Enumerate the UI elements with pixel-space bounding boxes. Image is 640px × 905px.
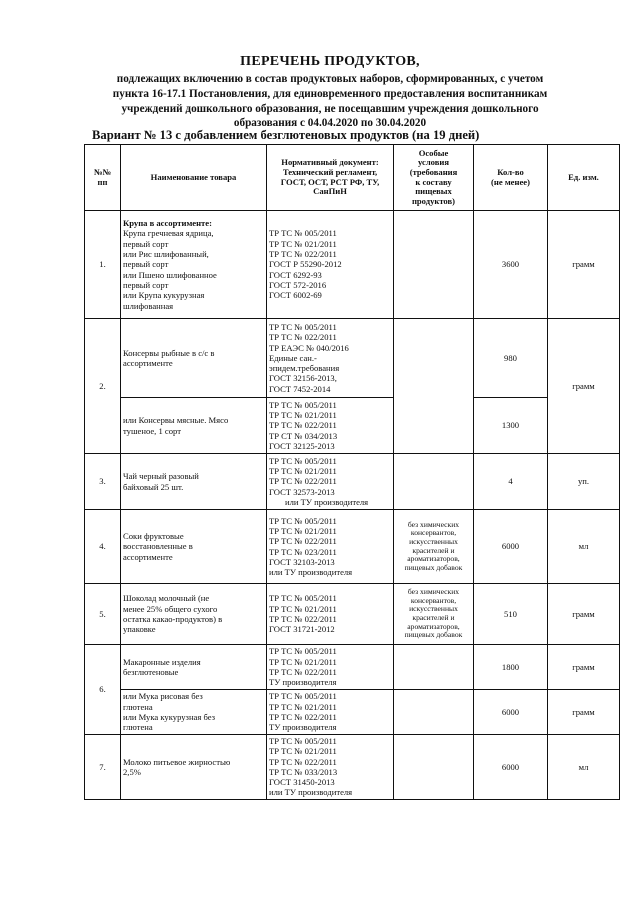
unit: грамм bbox=[548, 211, 620, 319]
normative-doc: ТР ТС № 005/2011 ТР ТС № 021/2011 ТР ТС № 022/2011 ГОСТ 31721-2012 bbox=[267, 584, 394, 645]
special-conditions bbox=[394, 319, 474, 454]
header-doc: Нормативный документ: Технический регламент, ГОСТ, ОСТ, РСТ РФ, ТУ, СанПиН bbox=[267, 145, 394, 211]
product-name: Молоко питьевое жирностью 2,5% bbox=[121, 735, 267, 800]
header-name: Наименование товара bbox=[121, 145, 267, 211]
quantity: 980 bbox=[474, 319, 548, 398]
normative-doc: ТР ТС № 005/2011 ТР ТС № 021/2011 ТР ТС № 022/2011 ГОСТ 32573-2013 или ТУ производителя bbox=[267, 454, 394, 510]
subtitle-line: учреждений дошкольного образования, не посещавшим учреждения дошкольного bbox=[121, 102, 539, 115]
quantity: 6000 bbox=[474, 510, 548, 584]
table-row bbox=[85, 735, 620, 800]
product-name: Шоколад молочный (не менее 25% общего сухого остатка какао-продуктов) в упаковке bbox=[121, 584, 267, 645]
table-row bbox=[85, 454, 620, 510]
quantity: 1800 bbox=[474, 645, 548, 690]
special-conditions bbox=[394, 645, 474, 690]
unit: грамм bbox=[548, 690, 620, 735]
product-name: Консервы рыбные в с/с в ассортименте bbox=[121, 319, 267, 398]
special-conditions bbox=[394, 690, 474, 735]
unit: мл bbox=[548, 735, 620, 800]
normative-doc: ТР ТС № 005/2011 ТР ТС № 022/2011 ТР ЕАЭС № 040/2016 Единые сан.- эпидем.требования ГОСТ 32156-2013, ГОСТ 7452-2014 bbox=[267, 319, 394, 398]
product-name: Макаронные изделия безглютеновые bbox=[121, 645, 267, 690]
table-row bbox=[85, 211, 620, 319]
row-num: 7. bbox=[85, 735, 121, 800]
unit: грамм bbox=[548, 584, 620, 645]
table-row bbox=[85, 398, 620, 454]
special-conditions: без химических консервантов, искусственных красителей и ароматизаторов, пищевых добавок bbox=[394, 584, 474, 645]
table-row bbox=[85, 584, 620, 645]
products-table bbox=[84, 144, 620, 800]
quantity: 6000 bbox=[474, 735, 548, 800]
subtitle-line: подлежащих включению в состав продуктовых наборов, сформированных, с учетом bbox=[116, 73, 544, 85]
subtitle-line: образования с 04.04.2020 по 30.04.2020 bbox=[233, 117, 427, 130]
normative-doc: ТР ТС № 005/2011 ТР ТС № 021/2011 ТР ТС № 022/2011 ТР СТ № 034/2013 ГОСТ 32125-2013 bbox=[267, 398, 394, 454]
row-num: 1. bbox=[85, 211, 121, 319]
unit: уп. bbox=[548, 454, 620, 510]
document-header bbox=[80, 54, 580, 131]
normative-doc: ТР ТС № 005/2011 ТР ТС № 021/2011 ТР ТС № 022/2011 ГОСТ Р 55290-2012 ГОСТ 6292-93 ГОСТ 572-2016 ГОСТ 6002-69 bbox=[267, 211, 394, 319]
quantity: 4 bbox=[474, 454, 548, 510]
row-num: 4. bbox=[85, 510, 121, 584]
normative-doc: ТР ТС № 005/2011 ТР ТС № 021/2011 ТР ТС № 022/2011 ТР ТС № 023/2011 ГОСТ 32103-2013 или ТУ производителя bbox=[267, 510, 394, 584]
table-row bbox=[85, 319, 620, 398]
row-num: 3. bbox=[85, 454, 121, 510]
table-row bbox=[85, 645, 620, 690]
normative-doc: ТР ТС № 005/2011 ТР ТС № 021/2011 ТР ТС № 022/2011 ТУ производителя bbox=[267, 645, 394, 690]
row-num: 6. bbox=[85, 645, 121, 735]
normative-doc: ТР ТС № 005/2011 ТР ТС № 021/2011 ТР ТС № 022/2011 ТР ТС № 033/2013 ГОСТ 31450-2013 или ТУ производителя bbox=[267, 735, 394, 800]
normative-doc: ТР ТС № 005/2011 ТР ТС № 021/2011 ТР ТС № 022/2011 ТУ производителя bbox=[267, 690, 394, 735]
quantity: 3600 bbox=[474, 211, 548, 319]
product-name: или Мука рисовая без глютена или Мука кукурузная без глютена bbox=[121, 690, 267, 735]
quantity: 6000 bbox=[474, 690, 548, 735]
special-conditions bbox=[394, 211, 474, 319]
product-name: Чай черный разовый байховый 25 шт. bbox=[121, 454, 267, 510]
document-title: ПЕРЕЧЕНЬ ПРОДУКТОВ, bbox=[240, 54, 420, 69]
subtitle-line: пункта 16-17.1 Постановления, для единовременного предоставления воспитанникам bbox=[112, 87, 548, 100]
special-conditions: без химических консервантов, искусственных красителей и ароматизаторов, пищевых добавок bbox=[394, 510, 474, 584]
special-conditions bbox=[394, 454, 474, 510]
special-conditions bbox=[394, 735, 474, 800]
product-name: Соки фруктовые восстановленные в ассортименте bbox=[121, 510, 267, 584]
quantity: 1300 bbox=[474, 398, 548, 454]
table-row bbox=[85, 690, 620, 735]
variant-label: Вариант № 13 с добавлением безглютеновых продуктов (на 19 дней) bbox=[92, 128, 480, 142]
header-num: №№ пп bbox=[85, 145, 121, 211]
row-num: 5. bbox=[85, 584, 121, 645]
unit: грамм bbox=[548, 319, 620, 454]
header-unit: Ед. изм. bbox=[548, 145, 620, 211]
unit: мл bbox=[548, 510, 620, 584]
table-row bbox=[85, 510, 620, 584]
row-num: 2. bbox=[85, 319, 121, 454]
product-name: или Консервы мясные. Мясо тушеное, 1 сорт bbox=[121, 398, 267, 454]
product-name: Крупа в ассортименте: Крупа гречневая ядрица, первый сорт или Рис шлифованный, первый сорт или Пшено шлифованное первый сорт или Крупа кукурузная шлифованная bbox=[121, 211, 267, 319]
unit: грамм bbox=[548, 645, 620, 690]
table-header-row bbox=[85, 145, 620, 211]
header-conditions: Особые условия (требования к составу пищевых продуктов) bbox=[394, 145, 474, 211]
header-qty: Кол-во (не менее) bbox=[474, 145, 548, 211]
document-subtitle bbox=[80, 72, 580, 131]
quantity: 510 bbox=[474, 584, 548, 645]
